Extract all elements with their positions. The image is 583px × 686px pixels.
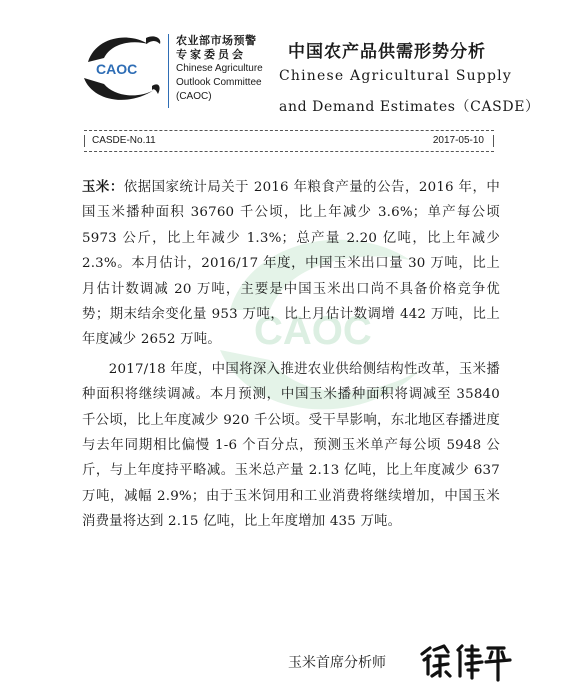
caoc-logo bbox=[82, 28, 164, 108]
org-name-cn-line1: 农业部市场预警 bbox=[176, 35, 257, 47]
logo-text: CAOC bbox=[96, 61, 138, 77]
analyst-title: 玉米首席分析师 bbox=[288, 655, 386, 671]
report-title-en-line2: and Demand Estimates（CASDE） bbox=[279, 99, 540, 115]
issue-bar-left-tick bbox=[84, 135, 85, 147]
watermark-text: CAOC bbox=[254, 309, 372, 353]
org-name-en-line2: Outlook Committee bbox=[176, 77, 262, 88]
header-divider bbox=[168, 34, 169, 108]
org-name-en-line3: (CAOC) bbox=[176, 91, 212, 102]
paragraph-2: 2017/18 年度，中国将深入推进农业供给侧结构性改革，玉米播种面积将继续调减。本月预测，中国玉米播种面积将调减至 35840 千公顷，比上年度减少 920 千公顷。受干旱影响，东北地区春播进度与去年同期相比偏慢 1-6 个百分点，预测玉米单产每公顷 5948 公斤，与上年度持平略减。玉米总产量 2.13 亿吨，比上年度减少 637 万吨，减幅 2.9%；由于玉米饲用和工业消费将继续增加，中国玉米消费量将达到 2.15 亿吨，比上年度增加 435 万吨。 bbox=[82, 361, 500, 530]
org-name-cn-line2: 专家委员会 bbox=[176, 49, 246, 61]
commodity-label: 玉米： bbox=[82, 180, 124, 195]
issue-number: CASDE-No.11 bbox=[92, 135, 156, 146]
organization-block bbox=[176, 34, 286, 104]
report-title-cn: 中国农产品供需形势分析 bbox=[288, 42, 486, 62]
issue-date: 2017-05-10 bbox=[432, 135, 484, 146]
issue-bar bbox=[84, 130, 494, 152]
issue-bar-right-tick bbox=[493, 135, 494, 147]
report-body bbox=[82, 175, 500, 535]
paragraph-1-text: 依据国家统计局关于 2016 年粮食产量的公告，2016 年，中国玉米播种面积 36760 千公顷，比上年减少 3.6%；单产每公顷 5973 公斤，比上年减少 1.3%；总产量 2.20 亿吨，比上年减少 2.3%。本月估计，2016/17 年度，中国玉米出口量 30 万吨，比上月估计数调减 20 万吨，主要是中国玉米出口尚不具备价格竞争优势；期末结余变化量 953 万吨，比上月估计数调增 442 万吨，比上年度减少 2652 万吨。 bbox=[82, 180, 500, 348]
handwritten-signature bbox=[418, 640, 518, 682]
org-name-en-line1: Chinese Agriculture bbox=[176, 63, 263, 74]
report-title-en-line1: Chinese Agricultural Supply bbox=[279, 68, 512, 84]
paragraph-1 bbox=[82, 175, 500, 353]
